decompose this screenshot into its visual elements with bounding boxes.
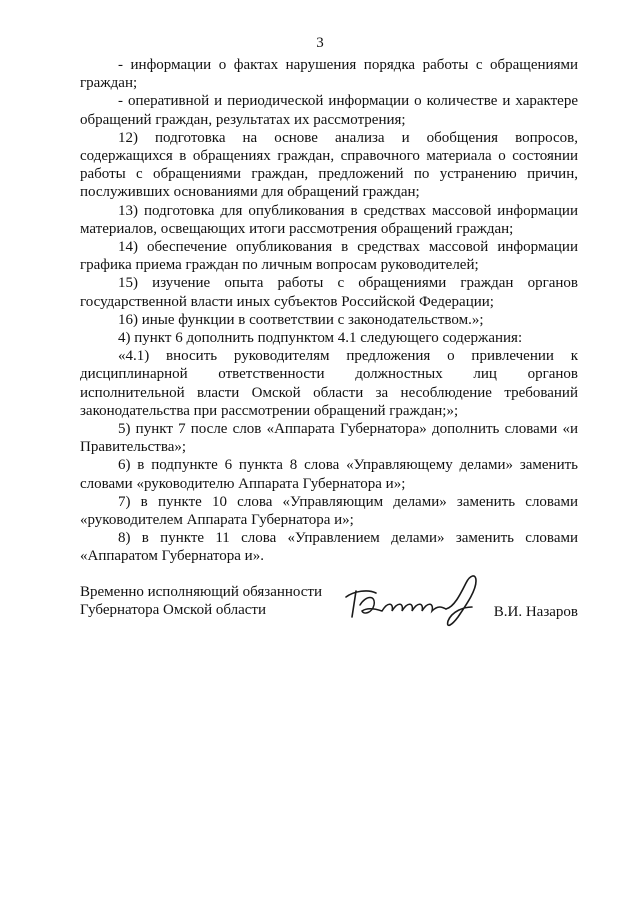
signatory-title-line: Губернатора Омской области [80,602,266,619]
handwritten-signature [342,571,492,633]
paragraph: 6) в подпункте 6 пункта 8 слова «Управляющему делами» заменить словами «руководителю Аппарата Губернатора и»; [80,457,578,492]
signatory-title [80,583,322,619]
paragraph: 8) в пункте 11 слова «Управлением делами» заменить словами «Аппаратом Губернатора и». [80,530,578,565]
signatory-title-line: Временно исполняющий обязанности [80,584,323,600]
page-number: 3 [316,35,324,51]
document-body [80,56,578,566]
paragraph: - оперативной и периодической информации о количестве и характере обращений граждан, результатах их рассмотрения; [80,93,578,128]
paragraph: 14) обеспечение опубликования в средствах массовой информации графика приема граждан по личным вопросам руководителей; [80,239,578,274]
paragraph: 12) подготовка на основе анализа и обобщения вопросов, содержащихся в обращениях граждан, справочного материала о состоянии работы с обращениями граждан, предложений по устранению причин, послуживших основаниями для обращений граждан; [80,129,578,201]
paragraph: 13) подготовка для опубликования в средствах массовой информации материалов, освещающих итоги рассмотрения обращений граждан; [80,202,578,237]
paragraph: - информации о фактах нарушения порядка работы с обращениями граждан; [80,57,578,92]
signature-block [80,583,578,627]
paragraph: «4.1) вносить руководителям предложения о привлечении к дисциплинарной ответственности должностных лиц органов исполнительной власти Омской области за несоблюдение требований законодательства при рассмотрении обращений граждан;»; [80,348,578,419]
paragraph: 7) в пункте 10 слова «Управляющим делами» заменить словами «руководителем Аппарата Губернатора и»; [80,493,578,529]
signatory-name: В.И. Назаров [493,604,578,620]
paragraph: 4) пункт 6 дополнить подпунктом 4.1 следующего содержания: [118,330,523,347]
paragraph: 15) изучение опыта работы с обращениями граждан органов государственной власти иных субъектов Российской Федерации; [80,275,578,310]
paragraph: 5) пункт 7 после слов «Аппарата Губернатора» дополнить словами «и Правительства»; [80,421,578,456]
paragraph: 16) иные функции в соответствии с законодательством.»; [118,311,484,328]
